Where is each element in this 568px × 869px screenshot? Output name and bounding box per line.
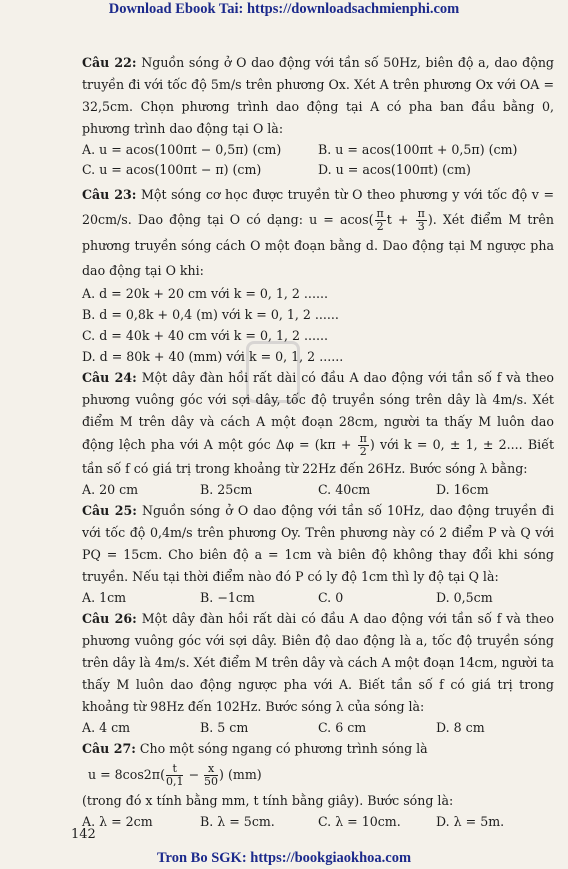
question-label: Câu 22: [82, 55, 137, 70]
fraction: $\frac{\pi}{2}$ [359, 432, 367, 458]
question-note: (trong đó x tính bằng mm, t tính bằng giây). Bước sóng là: [82, 793, 454, 808]
question-text: Một dây đàn hồi rất dài có đầu A dao động với tần số f và theo phương vuông góc với sợi dây. Biên độ dao động là a, tốc độ truyền sóng trên dây là 4m/s. Xét điểm M trên dây và cách A một đoạn 14cm, người ta thấy M luôn dao động ngược pha với A. Biết tần số f có giá trị trong khoảng từ 98Hz đến 102Hz. Bước sóng λ của sóng là: [82, 611, 554, 714]
option-a: A. 4 cm [82, 720, 131, 735]
option-a: A. u = acos(100πt − 0,5π) (cm) [82, 142, 282, 157]
fraction: $\frac{\pi}{3}$ [417, 207, 425, 233]
question-23: Câu 23: Một sóng cơ học được truyền từ O theo phương y với tốc độ v = 20cm/s. Dao động tại O có dạng: u = acos( $\frac{\pi}{2}$ t + $\frac{\pi}{3}$ ). Xét điểm M trên phương truyền sóng cách O một đoạn bằng d. Dao động tại M ngược pha dao động tại O khi: [82, 187, 555, 278]
question-27 [82, 738, 554, 760]
question-text: ). Xét điểm M trên phương truyền sóng cách O một đoạn bằng d. Dao động tại M ngược pha dao động tại O khi: [82, 212, 554, 278]
answer-options [82, 283, 554, 367]
answer-options [82, 718, 554, 738]
question-text: Nguồn sóng ở O dao động với tần số 50Hz, biên độ a, dao động truyền đi với tốc độ 5m/s trên phương Ox. Xét A trên phương Ox với OA = 32,5cm. Chọn phương trình dao động tại A có pha ban đầu bằng 0, phương trình dao động tại O là: [82, 55, 554, 136]
answer-options [82, 480, 554, 500]
answer-options [82, 140, 554, 180]
option-c: C. λ = 10cm. [318, 814, 401, 829]
answer-options [82, 588, 554, 608]
option-c: C. d = 40k + 40 cm với k = 0, 1, 2 ...... [82, 328, 329, 343]
sgk-footer-link[interactable]: Tron Bo SGK: https://bookgiaokhoa.com [156, 850, 412, 866]
option-d: D. u = acos(100πt) (cm) [318, 162, 471, 177]
question-text: Một sóng cơ học được truyền từ O theo phương y với tốc độ v = 20cm/s. Dao động tại O có dạng: u = acos( [82, 187, 555, 227]
question-label: Câu 23: [82, 187, 137, 202]
fraction: $\frac{t}{0,1}$ [165, 762, 184, 788]
fraction: $\frac{x}{50}$ [204, 762, 219, 788]
question-label: Câu 27: [82, 741, 136, 756]
question-25 [82, 500, 554, 588]
option-c: C. 0 [318, 590, 344, 605]
option-c: C. 40cm [318, 482, 371, 497]
option-a: A. λ = 2cm [82, 814, 153, 829]
question-text: ) với k = 0, ± 1, ± 2.... Biết tần số f có giá trị trong khoảng từ 22Hz đến 26Hz. Bước sóng λ bằng: [82, 437, 555, 476]
question-label: Câu 26: [82, 611, 137, 626]
option-d: D. λ = 5m. [436, 814, 505, 829]
question-text: Cho một sóng ngang có phương trình sóng là [135, 741, 428, 756]
option-a: A. 1cm [82, 590, 127, 605]
option-b: B. λ = 5cm. [200, 814, 275, 829]
question-26 [82, 608, 554, 718]
option-a: A. 20 cm [82, 482, 139, 497]
wave-equation: u = 8cos2π( $\frac{t}{0,1}$ − $\frac{x}{50}$ ) (mm) [88, 762, 262, 788]
option-b: B. 5 cm [200, 720, 249, 735]
option-d: D. 16cm [436, 482, 489, 497]
answer-options [82, 812, 554, 832]
question-text: Một dây đàn hồi rất dài có đầu A dao động với tần số f và theo phương vuông góc với sợi dây, tốc độ truyền sóng trên dây là 4m/s. Xét điểm M trên dây và cách A một đoạn 28cm, người ta thấy M luôn dao động lệch pha với A một góc Δφ = (kπ + [82, 370, 554, 452]
option-a: A. d = 20k + 20 cm với k = 0, 1, 2 ...... [82, 286, 328, 301]
option-b: B. 25cm [200, 482, 253, 497]
option-d: D. 0,5cm [436, 590, 493, 605]
option-b: B. −1cm [200, 590, 255, 605]
option-c: C. u = acos(100πt − π) (cm) [82, 162, 262, 177]
question-22 [82, 52, 554, 140]
page-number: 142 [71, 827, 96, 842]
option-d: D. 8 cm [436, 720, 485, 735]
download-header-link[interactable]: Download Ebook Tai: https://downloadsachmienphi.com [108, 1, 460, 17]
question-label: Câu 25: [82, 503, 137, 518]
question-label: Câu 24: [82, 370, 137, 385]
option-c: C. 6 cm [318, 720, 367, 735]
option-d: D. d = 80k + 40 (mm) với k = 0, 1, 2 ...... [82, 349, 344, 364]
option-b: B. u = acos(100πt + 0,5π) (cm) [318, 142, 518, 157]
option-b: B. d = 0,8k + 0,4 (m) với k = 0, 1, 2 ...... [82, 307, 339, 322]
question-24 [82, 367, 554, 480]
page-content [82, 52, 554, 832]
question-text: Nguồn sóng ở O dao động với tần số 10Hz, dao động truyền đi với tốc độ 0,4m/s trên phương Oy. Trên phương này có 2 điểm P và Q với PQ = 15cm. Cho biên độ a = 1cm và biên độ không thay đổi khi sóng truyền. Nếu tại thời điểm nào đó P có ly độ 1cm thì ly độ tại Q là: [82, 503, 554, 584]
fraction: $\frac{\pi}{2}$ [376, 207, 384, 233]
